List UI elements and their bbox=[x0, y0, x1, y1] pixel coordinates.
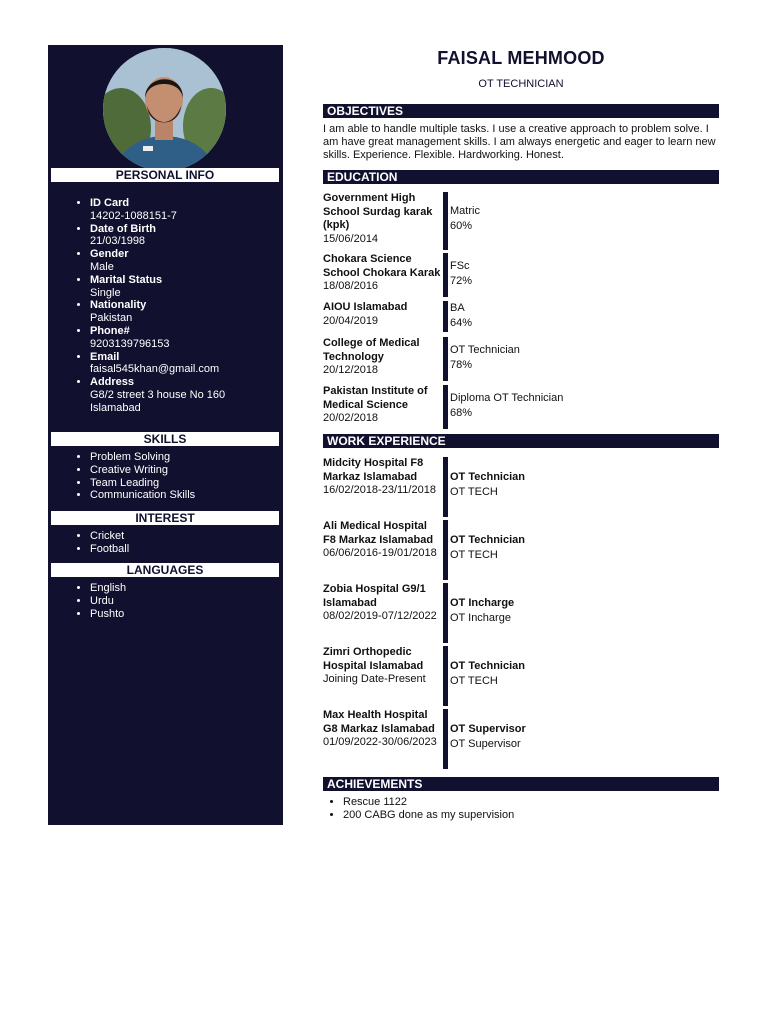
entry-divider bbox=[443, 646, 448, 706]
list-item: • Urdu bbox=[90, 595, 126, 608]
school-name: Government High School Surdag karak (kpk) bbox=[323, 192, 433, 231]
role: OT TECH bbox=[450, 674, 498, 687]
degree: Diploma OT Technician bbox=[450, 392, 564, 404]
languages-list bbox=[48, 582, 126, 620]
list-item: • Date of Birth 21/03/1998 bbox=[90, 223, 250, 249]
interest-list bbox=[48, 530, 129, 556]
education-date: 20/02/2018 bbox=[323, 412, 379, 424]
work-dates: 16/02/2018-23/11/2018 bbox=[323, 484, 436, 496]
work-dates: Joining Date-Present bbox=[323, 673, 426, 685]
score: 60% bbox=[450, 219, 473, 232]
role: OT TECH bbox=[450, 485, 498, 498]
languages-heading: LANGUAGES bbox=[51, 563, 279, 577]
objectives-heading: OBJECTIVES bbox=[323, 104, 719, 118]
employer-name: Max Health Hospital G8 Markaz Islamabad bbox=[323, 709, 435, 735]
email-link[interactable]: faisal545khan@gmail.com bbox=[90, 363, 220, 376]
list-item: • Creative Writing bbox=[90, 464, 195, 477]
degree: FSc bbox=[450, 260, 470, 272]
position: OT Technician bbox=[450, 660, 525, 672]
personal-info-heading: PERSONAL INFO bbox=[51, 168, 279, 182]
position: OT Technician bbox=[450, 534, 525, 546]
score: 64% bbox=[450, 316, 473, 329]
list-item: • English bbox=[90, 582, 126, 595]
list-item: • Pushto bbox=[90, 608, 126, 621]
degree: OT Technician bbox=[450, 344, 520, 356]
school-name: Chokara Science School Chokara Karak bbox=[323, 253, 441, 279]
list-item: • Phone# 9203139796153 bbox=[90, 325, 250, 351]
score: 68% bbox=[450, 406, 473, 419]
employer-name: Zobia Hospital G9/1 Islamabad bbox=[323, 583, 426, 609]
list-item: • Communication Skills bbox=[90, 489, 195, 502]
skills-heading: SKILLS bbox=[51, 432, 279, 446]
interest-heading: INTEREST bbox=[51, 511, 279, 525]
score: 72% bbox=[450, 274, 473, 287]
list-item: • Cricket bbox=[90, 530, 129, 543]
list-item: • Football bbox=[90, 543, 129, 556]
profile-photo-image bbox=[103, 48, 226, 171]
list-item: • ID Card 14202-1088151-7 bbox=[90, 197, 250, 223]
degree: BA bbox=[450, 302, 465, 314]
school-name: AIOU Islamabad bbox=[323, 301, 408, 313]
achievements-list bbox=[323, 796, 514, 821]
entry-divider bbox=[443, 253, 448, 297]
role: OT TECH bbox=[450, 548, 498, 561]
job-title: OT TECHNICIAN bbox=[478, 78, 564, 90]
role: OT Supervisor bbox=[450, 737, 521, 750]
list-item: • Team Leading bbox=[90, 477, 195, 490]
achievements-heading: ACHIEVEMENTS bbox=[323, 777, 719, 791]
list-item: • Gender Male bbox=[90, 248, 250, 274]
position: OT Technician bbox=[450, 471, 525, 483]
entry-divider bbox=[443, 583, 448, 643]
entry-divider bbox=[443, 337, 448, 381]
employer-name: Midcity Hospital F8 Markaz Islamabad bbox=[323, 457, 424, 483]
objectives-text: I am able to handle multiple tasks. I use a creative approach to problem solve. I am have great management skills. I am always energetic and eager to learn new skills. Experience. Flexible. Hardworking. Honest. bbox=[323, 123, 716, 161]
work-dates: 06/06/2016-19/01/2018 bbox=[323, 547, 437, 559]
position: OT Incharge bbox=[450, 597, 515, 609]
degree: Matric bbox=[450, 205, 480, 217]
school-name: College of Medical Technology bbox=[323, 337, 420, 363]
education-date: 20/12/2018 bbox=[323, 364, 379, 376]
entry-divider bbox=[443, 385, 448, 429]
score: 78% bbox=[450, 358, 473, 371]
education-date: 20/04/2019 bbox=[323, 314, 379, 327]
list-item: • Rescue 1122 bbox=[343, 796, 514, 809]
entry-divider bbox=[443, 192, 448, 250]
work-experience-heading: WORK EXPERIENCE bbox=[323, 434, 719, 448]
profile-photo bbox=[103, 48, 226, 171]
role: OT Incharge bbox=[450, 611, 511, 624]
list-item: • Email faisal545khan@gmail.com bbox=[90, 351, 250, 377]
list-item: • Problem Solving bbox=[90, 451, 195, 464]
entry-divider bbox=[443, 301, 448, 332]
entry-divider bbox=[443, 709, 448, 769]
list-item: • Address G8/2 street 3 house No 160 Islamabad bbox=[90, 376, 250, 414]
work-dates: 01/09/2022-30/06/2023 bbox=[323, 736, 437, 748]
entry-divider bbox=[443, 457, 448, 517]
school-name: Pakistan Institute of Medical Science bbox=[323, 385, 428, 411]
employer-name: Ali Medical Hospital F8 Markaz Islamabad bbox=[323, 520, 434, 546]
education-date: 18/08/2016 bbox=[323, 280, 379, 292]
education-date: 15/06/2014 bbox=[323, 232, 379, 245]
sidebar bbox=[48, 45, 283, 825]
list-item: • Nationality Pakistan bbox=[90, 299, 250, 325]
entry-divider bbox=[443, 520, 448, 580]
work-dates: 08/02/2019-07/12/2022 bbox=[323, 610, 437, 622]
list-item: • Marital Status Single bbox=[90, 274, 250, 300]
education-heading: EDUCATION bbox=[323, 170, 719, 184]
employer-name: Zimri Orthopedic Hospital Islamabad bbox=[323, 646, 424, 672]
position: OT Supervisor bbox=[450, 723, 526, 735]
skills-list bbox=[48, 451, 195, 502]
list-item: • 200 CABG done as my supervision bbox=[343, 809, 514, 822]
personal-info-list bbox=[48, 197, 250, 415]
candidate-name: FAISAL MEHMOOD bbox=[437, 48, 605, 68]
